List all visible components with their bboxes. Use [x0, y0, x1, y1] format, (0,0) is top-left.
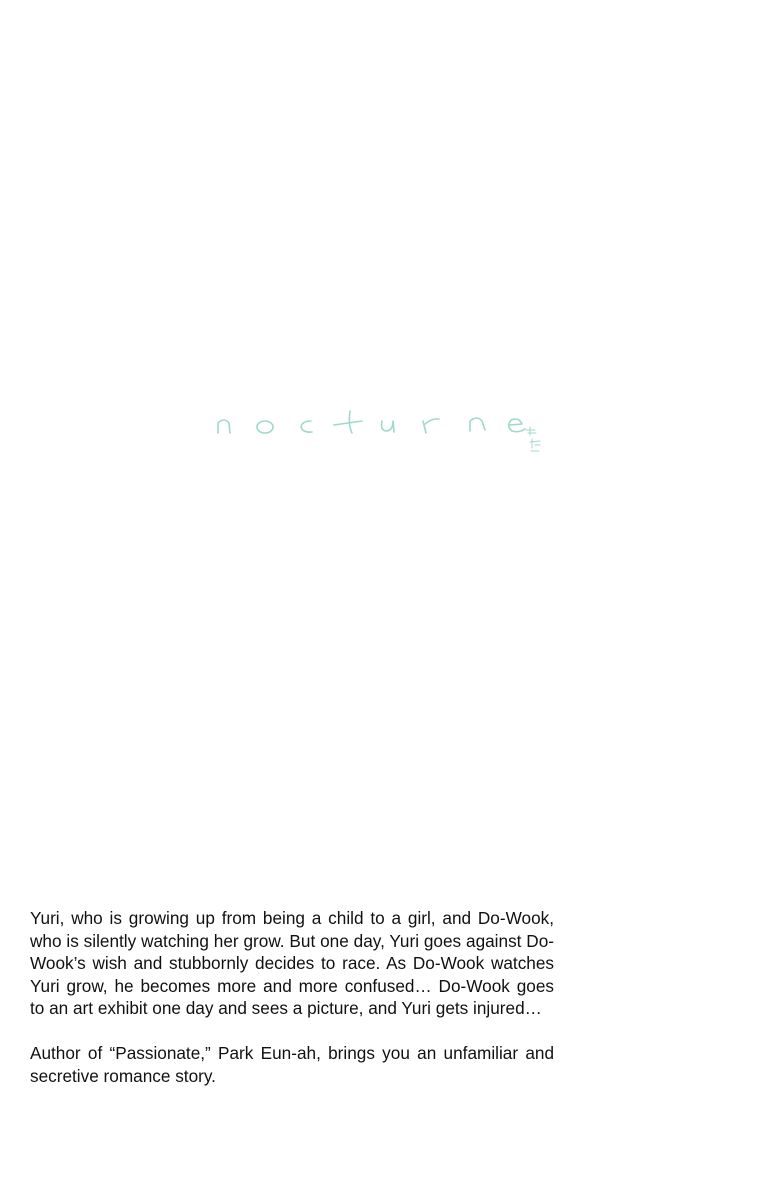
nocturne-logo: [210, 395, 550, 470]
synopsis-paragraph-2: Author of “Passionate,” Park Eun-ah, brings you an unfamiliar and secretive romance story.: [30, 1043, 554, 1086]
nocturne-handwritten-logo: [210, 395, 550, 470]
synopsis-paragraph-1: Yuri, who is growing up from being a child to a girl, and Do-Wook, who is silently watching her grow. But one day, Yuri goes against Do-Wook’s wish and stubbornly decides to race. As Do-Wook watches Yuri grow, he becomes more and more confused… Do-Wook goes to an art exhibit one day and sees a picture, and Yuri gets injured…: [30, 908, 554, 1018]
synopsis-text: [30, 907, 554, 1087]
